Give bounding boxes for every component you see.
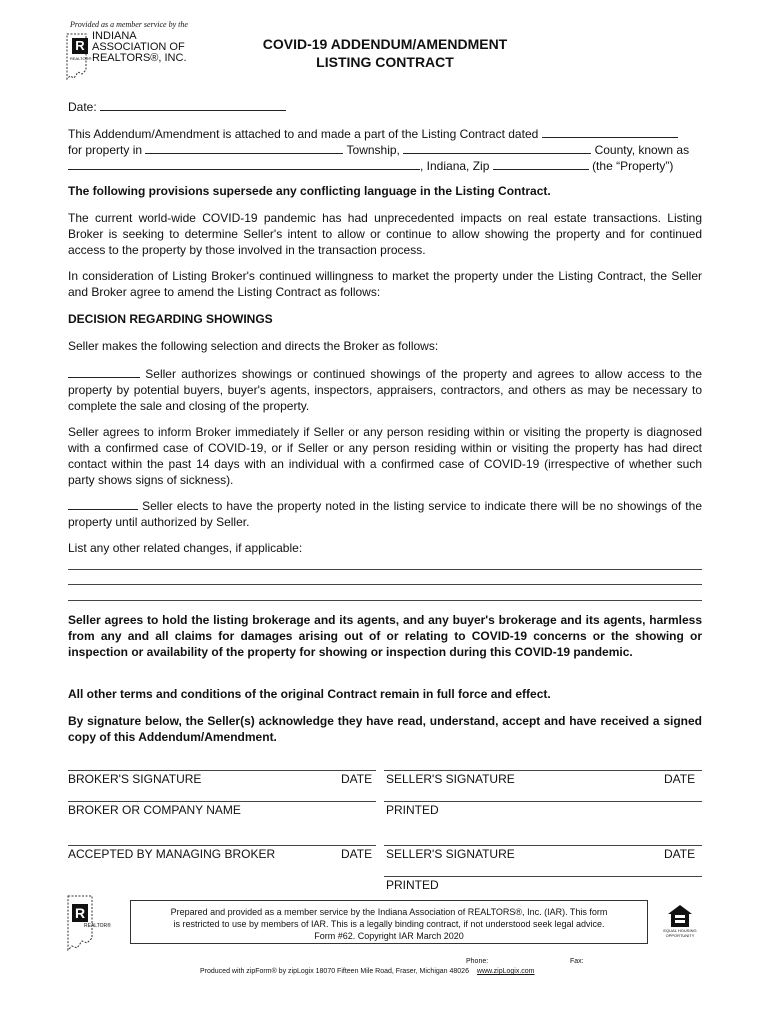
property-row-1: [68, 125, 702, 141]
other-changes-label: List any other related changes, if applicable:: [68, 541, 303, 555]
seller-date-label-1: DATE: [664, 772, 696, 786]
attached-text: This Addendum/Amendment is attached to and made a part of the Listing Contract dated: [68, 127, 539, 141]
option-showings-initials-field[interactable]: [68, 365, 140, 378]
the-property-label: (the “Property”): [592, 159, 674, 173]
zip-field[interactable]: [493, 157, 589, 170]
supersede-statement: The following provisions supersede any conflicting language in the Listing Contract.: [68, 184, 551, 198]
date-row: [68, 98, 286, 114]
footer-disclaimer-box: [130, 900, 648, 944]
produced-by-text: Produced with zipForm® by zipLogix 18070 Fifteen Mile Road, Fraser, Michigan 48026: [200, 968, 469, 975]
logo-line2: ASSOCIATION OF: [92, 41, 185, 53]
decision-heading: DECISION REGARDING SHOWINGS: [68, 312, 273, 326]
fax-label: Fax:: [570, 958, 584, 965]
managing-broker-line[interactable]: [68, 845, 376, 846]
broker-company-label: BROKER OR COMPANY NAME: [68, 803, 241, 817]
county-label: County, known as: [594, 143, 690, 157]
option-no-showings-initials-field[interactable]: [68, 497, 138, 510]
equal-housing-house-icon: [667, 904, 693, 928]
listing-contract-date-field[interactable]: [542, 125, 678, 138]
seller-selection-text: Seller makes the following selection and directs the Broker as follows:: [68, 339, 439, 353]
disclaimer-line3: Form #62. Copyright IAR March 2020: [314, 931, 464, 941]
produced-by-line: [200, 968, 535, 975]
option-showings-paragraph: [68, 365, 702, 414]
realtor-r-logo-icon: R: [72, 904, 88, 922]
consideration-paragraph: In consideration of Listing Broker's continued willingness to market the property under the Listing Contract, the Seller and Broker agree to amend the Listing Contract as follows:: [68, 269, 702, 299]
seller-signature-label-1: SELLER'S SIGNATURE: [386, 772, 515, 786]
printed-label-2: PRINTED: [386, 878, 439, 892]
provided-by-text: Provided as a member service by the: [70, 20, 188, 29]
form-title-line2: LISTING CONTRACT: [316, 54, 454, 70]
property-row-2: [68, 141, 702, 157]
seller-signature-line-2[interactable]: [384, 845, 702, 846]
logo-line3: REALTORS®, INC.: [92, 52, 187, 64]
realtor-small-label: REALTOR®: [70, 56, 92, 61]
hold-harmless-paragraph: Seller agrees to hold the listing brokerage and its agents, and any buyer's brokerage and its agents, harmless from any and all claims for damages arising out of or relating to COVID-19 concerns or the showing or inspection or availability of the property for showing or inspection during this COVID-19 pandemic.: [68, 613, 702, 659]
iar-logo: [62, 20, 188, 84]
seller-signature-label-2: SELLER'S SIGNATURE: [386, 847, 515, 861]
printed-line-1[interactable]: [384, 801, 702, 802]
logo-line1: INDIANA: [92, 30, 137, 42]
disclaimer-line1: Prepared and provided as a member service by the Indiana Association of REALTORS®, Inc. (IAR). This form: [170, 907, 608, 917]
other-changes-line-3[interactable]: [68, 600, 702, 601]
township-label: Township,: [346, 143, 400, 157]
seller-date-label-2: DATE: [664, 847, 696, 861]
realtor-r-logo-icon: R: [72, 38, 88, 54]
seller-signature-line-1[interactable]: [384, 770, 702, 771]
broker-signature-line[interactable]: [68, 770, 376, 771]
broker-company-line[interactable]: [68, 801, 376, 802]
option-no-showings-paragraph: [68, 497, 702, 530]
acknowledge-paragraph: By signature below, the Seller(s) acknowledge they have read, understand, accept and have received a signed copy of this Addendum/Amendment.: [68, 714, 702, 744]
for-property-in-label: for property in: [68, 143, 143, 157]
property-row-3: [68, 157, 702, 173]
broker-date-label: DATE: [341, 772, 373, 786]
realtor-label: REALTOR®: [84, 923, 111, 929]
ziplogix-website-link[interactable]: www.zipLogix.com: [476, 968, 535, 975]
other-changes-line-1[interactable]: [68, 569, 702, 570]
equal-housing-line1: EQUAL HOUSING: [663, 928, 697, 933]
county-name-field[interactable]: [403, 141, 591, 154]
other-terms-paragraph: All other terms and conditions of the original Contract remain in full force and effect.: [68, 687, 551, 701]
inform-paragraph: Seller agrees to inform Broker immediately if Seller or any person residing within or visiting the property is diagnosed with a confirmed case of COVID-19, or if Seller or any person residing within or visiting the property has had direct contact within the past 14 days with an individual with a confirmed case of COVID-19 (irrespective of whether such party shows signs of sickness).: [68, 425, 702, 487]
other-changes-line-2[interactable]: [68, 584, 702, 585]
equal-housing-logo: [660, 904, 700, 954]
managing-broker-label: ACCEPTED BY MANAGING BROKER: [68, 847, 276, 861]
option-no-showings-text: Seller elects to have the property noted in the listing service to indicate there will be no showings of the property until authorized by Seller.: [68, 499, 702, 529]
disclaimer-line2: is restricted to use by members of IAR. This is a legally binding contract, if not understood seek legal advice.: [173, 919, 605, 929]
printed-line-2[interactable]: [384, 876, 702, 877]
broker-signature-label: BROKER'S SIGNATURE: [68, 772, 202, 786]
date-field[interactable]: [100, 98, 286, 111]
form-title-line1: COVID-19 ADDENDUM/AMENDMENT: [262, 36, 508, 52]
pandemic-paragraph: The current world-wide COVID-19 pandemic has had unprecedented impacts on real estate transactions. Listing Broker is seeking to determine Seller's intent to allow or continue to allow showing the property and for continued access to the property by those involved in the transaction process.: [68, 211, 702, 257]
equal-housing-line2: OPPORTUNITY: [665, 933, 695, 938]
date-label: Date:: [68, 100, 97, 114]
phone-label: Phone:: [466, 958, 489, 965]
indiana-zip-label: , Indiana, Zip: [420, 159, 490, 173]
option-showings-text: Seller authorizes showings or continued showings of the property and agrees to allow access to the property by potential buyers, buyer's agents, inspectors, appraisers, contractors, and others as may be necessary to complete the sale and closing of the property.: [68, 367, 702, 413]
property-address-field[interactable]: [68, 157, 420, 170]
printed-label-1: PRINTED: [386, 803, 439, 817]
township-name-field[interactable]: [145, 141, 343, 154]
footer-realtor-logo: [64, 894, 114, 954]
managing-broker-date-label: DATE: [341, 847, 373, 861]
